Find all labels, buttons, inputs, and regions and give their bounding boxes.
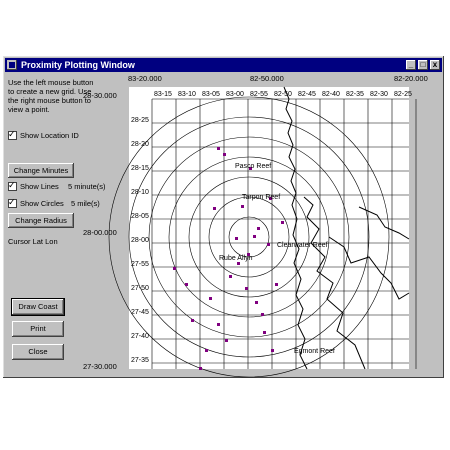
change-radius-button[interactable]: Change Radius <box>8 213 74 228</box>
show-location-id-checkbox[interactable] <box>8 131 17 140</box>
lat-tick-label: 28-15 <box>131 165 149 172</box>
show-location-id-label: Show Location ID <box>20 131 79 140</box>
maximize-button[interactable]: □ <box>418 60 428 70</box>
show-circles-label: Show Circles <box>20 199 64 208</box>
lon-label-east: 82-20.000 <box>394 74 428 83</box>
location-point[interactable] <box>255 301 258 304</box>
lon-tick-label: 82-50 <box>274 91 292 98</box>
range-circle <box>209 197 289 277</box>
cursor-lat-lon-label: Cursor Lat Lon <box>8 237 58 246</box>
location-point[interactable] <box>241 205 244 208</box>
location-point[interactable] <box>263 331 266 334</box>
location-point[interactable] <box>229 275 232 278</box>
lon-tick-label: 82-40 <box>322 91 340 98</box>
minimize-button[interactable]: _ <box>406 60 416 70</box>
close-button[interactable]: Close <box>12 344 64 360</box>
lat-label-bottom: 27-30.000 <box>83 362 117 371</box>
show-lines-value: 5 minute(s) <box>68 182 106 191</box>
location-point[interactable] <box>223 153 226 156</box>
bay-coast <box>329 237 409 299</box>
draw-coast-button[interactable]: Draw Coast <box>12 299 64 315</box>
title-bar <box>5 58 442 72</box>
lon-tick-label: 83-10 <box>178 91 196 98</box>
location-point[interactable] <box>267 243 270 246</box>
lat-tick-label: 27-45 <box>131 309 149 316</box>
lon-tick-label: 83-00 <box>226 91 244 98</box>
location-point[interactable] <box>217 323 220 326</box>
lon-tick-label: 82-45 <box>298 91 316 98</box>
range-circle <box>109 97 389 377</box>
location-point[interactable] <box>173 267 176 270</box>
show-circles-value: 5 mile(s) <box>71 199 100 208</box>
reef-label: Rube Allyn <box>219 255 253 262</box>
location-point[interactable] <box>237 262 240 265</box>
show-lines-checkbox[interactable] <box>8 182 17 191</box>
lon-tick-label: 83-05 <box>202 91 220 98</box>
lat-label-middle: 28-00.000 <box>83 228 117 237</box>
location-point[interactable] <box>191 319 194 322</box>
lon-tick-label: 83-15 <box>154 91 172 98</box>
location-point[interactable] <box>199 367 202 370</box>
lat-tick-label: 28-05 <box>131 213 149 220</box>
location-point[interactable] <box>205 349 208 352</box>
location-point[interactable] <box>217 147 220 150</box>
change-minutes-button[interactable]: Change Minutes <box>8 163 74 178</box>
lon-tick-label: 82-25 <box>394 91 412 98</box>
location-point[interactable] <box>271 349 274 352</box>
window-title: Proximity Plotting Window <box>21 60 135 70</box>
help-text: Use the left mouse button to create a new grid. Use the right mouse button to view a point. <box>8 78 94 114</box>
lon-label-west: 83-20.000 <box>128 74 162 83</box>
show-lines-label: Show Lines <box>20 182 59 191</box>
location-point[interactable] <box>261 313 264 316</box>
lat-tick-label: 28-20 <box>131 141 149 148</box>
print-button[interactable]: Print <box>12 321 64 337</box>
location-point[interactable] <box>257 227 260 230</box>
location-point[interactable] <box>213 207 216 210</box>
reef-label: Egmont Reef <box>294 348 335 355</box>
coastline-islands <box>304 197 365 369</box>
lon-label-center: 82-50.000 <box>250 74 284 83</box>
lat-tick-label: 28-00 <box>131 237 149 244</box>
reef-label: Clearwater Reef <box>277 242 328 249</box>
lat-tick-label: 27-50 <box>131 285 149 292</box>
lat-tick-label: 28-10 <box>131 189 149 196</box>
location-point[interactable] <box>253 235 256 238</box>
location-point[interactable] <box>281 221 284 224</box>
proximity-plot[interactable] <box>129 87 412 369</box>
lat-tick-label: 27-40 <box>131 333 149 340</box>
location-point[interactable] <box>225 339 228 342</box>
range-circle <box>129 117 369 357</box>
show-circles-checkbox[interactable] <box>8 199 17 208</box>
reef-label: Tarpon Reef <box>242 194 281 201</box>
location-point[interactable] <box>245 287 248 290</box>
location-point[interactable] <box>185 283 188 286</box>
location-point[interactable] <box>275 283 278 286</box>
lon-tick-label: 82-30 <box>370 91 388 98</box>
lat-tick-label: 28-25 <box>131 117 149 124</box>
close-window-button[interactable]: x <box>430 60 440 70</box>
location-point[interactable] <box>209 297 212 300</box>
range-circle <box>169 157 329 317</box>
reef-label: Pasco Reef <box>235 163 272 170</box>
app-icon <box>7 60 17 70</box>
lon-tick-label: 82-35 <box>346 91 364 98</box>
location-point[interactable] <box>235 237 238 240</box>
lat-tick-label: 27-55 <box>131 261 149 268</box>
coastline-main <box>284 87 307 369</box>
lat-tick-label: 27-35 <box>131 357 149 364</box>
lon-tick-label: 82-55 <box>250 91 268 98</box>
lat-label-top: 28-30.000 <box>83 91 117 100</box>
